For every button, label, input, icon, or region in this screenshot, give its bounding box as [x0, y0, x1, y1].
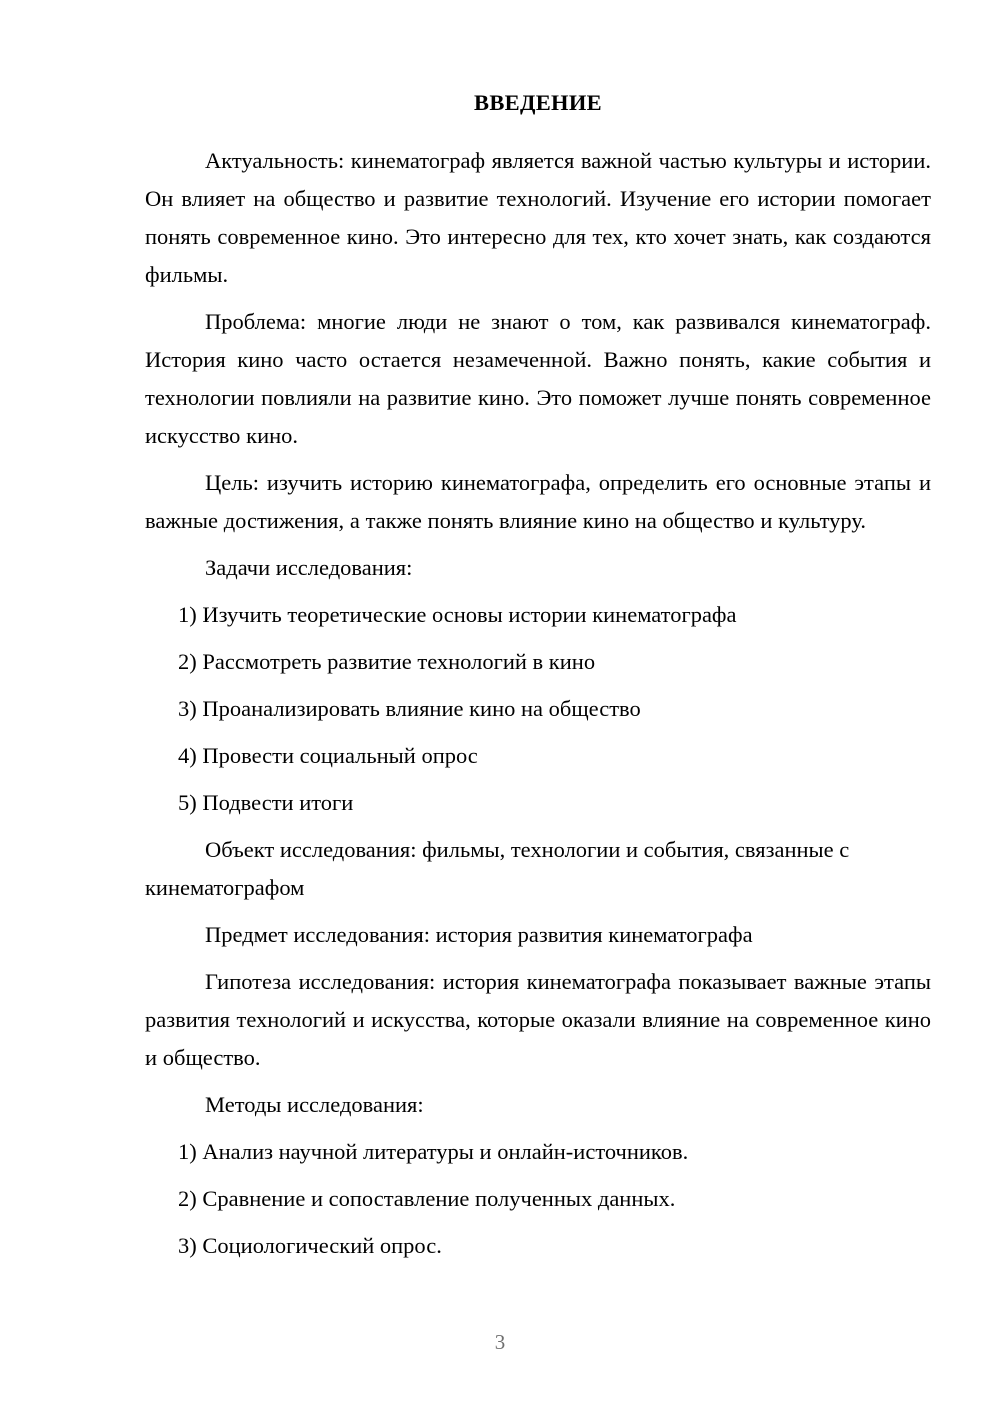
page-title: ВВЕДЕНИЕ: [474, 90, 602, 115]
list-item: 3) Социологический опрос.: [178, 1233, 442, 1258]
paragraph-hypothesis: Гипотеза исследования: история кинематографа показывает важные этапы развития технологий и искусства, которые оказали влияние на современное кино и общество.: [145, 969, 931, 1070]
paragraph-relevance: Актуальность: кинематограф является важной частью культуры и истории. Он влияет на общество и развитие технологий. Изучение его истории помогает понять современное кино. Это интересно для тех, кто хочет знать, как создаются фильмы.: [145, 148, 931, 287]
paragraph-problem: Проблема: многие люди не знают о том, как развивался кинематограф. История кино часто остается незамеченной. Важно понять, какие события и технологии повлияли на развитие кино. Это поможет лучше понять современное искусство кино.: [145, 309, 931, 448]
document-content: [145, 88, 931, 1274]
list-item: 1) Анализ научной литературы и онлайн-источников.: [178, 1139, 689, 1164]
list-item: 1) Изучить теоретические основы истории кинематографа: [178, 602, 737, 627]
list-item: 3) Проанализировать влияние кино на общество: [178, 696, 641, 721]
list-item: 2) Сравнение и сопоставление полученных данных.: [178, 1186, 676, 1211]
page-number: 3: [494, 1330, 506, 1354]
methods-list: [145, 1133, 931, 1265]
paragraph-object: Объект исследования: фильмы, технологии и события, связанные с кинематографом: [145, 837, 850, 900]
paragraph-goal: Цель: изучить историю кинематографа, определить его основные этапы и важные достижения, а также понять влияние кино на общество и культуру.: [145, 470, 931, 533]
list-item: 5) Подвести итоги: [178, 790, 354, 815]
list-item: 2) Рассмотреть развитие технологий в кино: [178, 649, 596, 674]
tasks-list: [145, 596, 931, 822]
paragraph-subject: Предмет исследования: история развития кинематографа: [205, 922, 753, 947]
tasks-heading: Задачи исследования:: [205, 555, 413, 580]
list-item: 4) Провести социальный опрос: [178, 743, 478, 768]
methods-heading: Методы исследования:: [205, 1092, 424, 1117]
